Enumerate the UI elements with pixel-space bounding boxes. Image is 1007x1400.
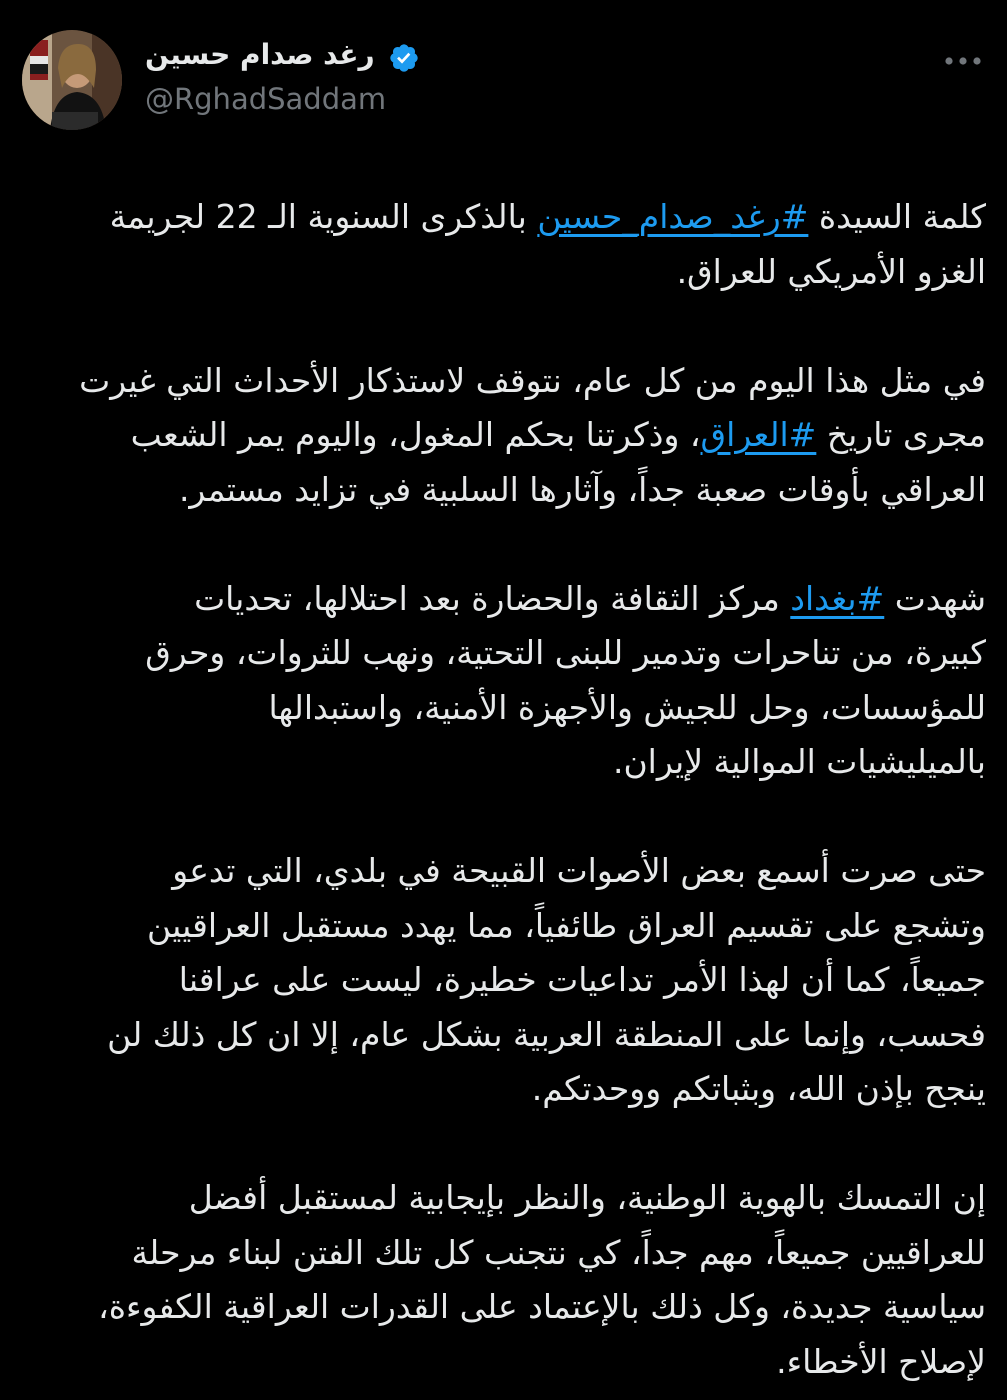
text-line: فحسب، وإنما على المنطقة العربية بشكل عام، إلا ان كل ذلك لن (107, 1014, 986, 1054)
text-line: حتى صرت أسمع بعض الأصوات القبيحة في بلدي، التي تدعو (172, 851, 986, 890)
text-line: سياسية جديدة، وكل ذلك بالإعتماد على القدرات العراقية الكفوءة، (98, 1287, 986, 1326)
paragraph (28, 1171, 986, 1389)
text-line: إن التمسك بالهوية الوطنية، والنظر بإيجابية لمستقبل أفضل (188, 1178, 986, 1217)
paragraph (28, 844, 986, 1117)
hashtag-link[interactable]: #رغد_صدام_حسين (537, 197, 809, 236)
paragraph (28, 190, 986, 299)
paragraph (28, 572, 986, 790)
text-line: للمؤسسات، وحل للجيش والأجهزة الأمنية، واستبدالها (268, 687, 986, 727)
text-line: كبيرة، من تناحرات وتدمير للبنى التحتية، ونهب للثروات، وحرق (145, 633, 986, 672)
text-line: العراقي بأوقات صعبة جداً، وآثارها السلبية في تزايد مستمر. (178, 469, 986, 509)
hashtag-link[interactable]: #العراق (700, 415, 817, 454)
hashtag-link[interactable]: #بغداد (790, 578, 885, 618)
tweet-text (28, 190, 986, 1389)
text-line: جميعاً، كما أن لهذا الأمر تداعيات خطيرة، ليست على عراقنا (178, 960, 986, 999)
text-line: للعراقيين جميعاً، مهم جداً، كي نتجنب كل تلك الفتن لبناء مرحلة (131, 1232, 986, 1272)
profile-photo-icon (22, 30, 122, 130)
text-line: شهدت #بغداد مركز الثقافة والحضارة بعد احتلالها، تحديات (194, 578, 986, 618)
more-options-icon[interactable] (940, 44, 986, 78)
paragraph (28, 354, 986, 518)
text-line: لإصلاح الأخطاء. (776, 1341, 986, 1381)
author-handle[interactable]: @RghadSaddam (145, 82, 387, 116)
author-display-name[interactable]: رغد صدام حسين (145, 38, 375, 71)
text-line: الغزو الأمريكي للعراق. (676, 251, 986, 291)
text-line: بالميليشيات الموالية لإيران. (612, 742, 986, 781)
verified-badge-icon (388, 42, 420, 74)
text-line: كلمة السيدة #رغد_صدام_حسين بالذكرى السنوية الـ 22 لجريمة (109, 197, 986, 236)
text-line: في مثل هذا اليوم من كل عام، نتوقف لاستذكار الأحداث التي غيرت (79, 360, 986, 400)
avatar[interactable] (22, 30, 122, 130)
text-line: مجرى تاريخ #العراق، وذكرتنا بحكم المغول، واليوم يمر الشعب (130, 415, 986, 454)
text-line: ينجح بإذن الله، وبثباتكم ووحدتكم. (531, 1069, 986, 1108)
text-line: وتشجع على تقسيم العراق طائفياً، مما يهدد مستقبل العراقيين (147, 905, 986, 945)
